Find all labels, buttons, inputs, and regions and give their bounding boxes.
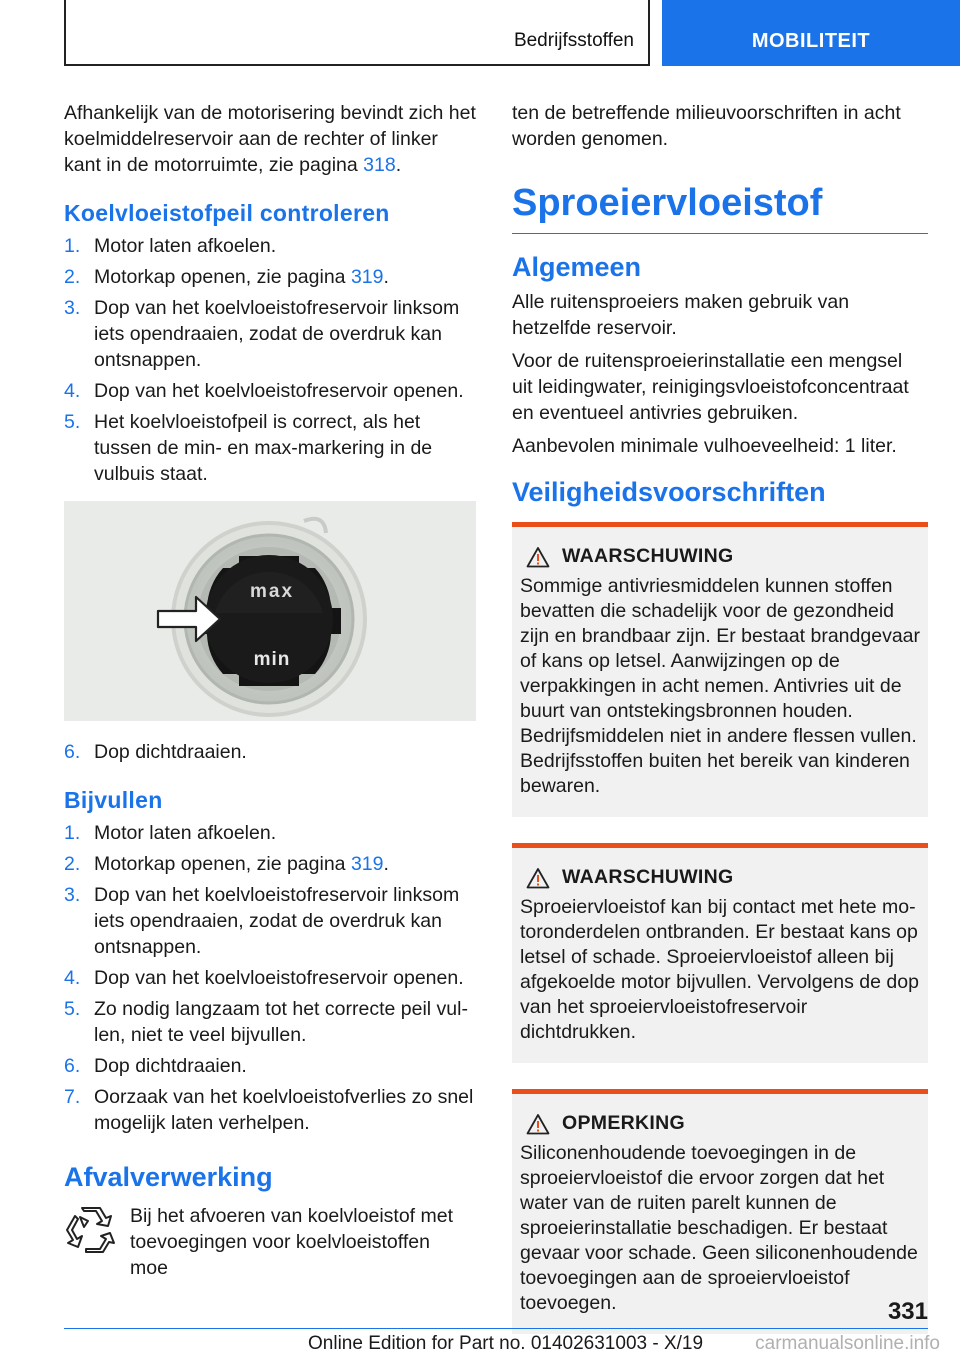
list-item: 6. Dop dichtdraaien. [64, 741, 247, 763]
general-paragraph-2: Voor de ruitensproeierinstallatie een mengsel uit leidingwater, reinigingsvloeistofconcentraat en eventueel antivries gebruiken. [512, 350, 909, 424]
header-section-box [64, 0, 650, 66]
warning-triangle-icon [526, 867, 550, 889]
intro-paragraph: Afhankelijk van de motorisering bevindt zich het koelmiddelreservoir aan de rechter of linker kant in de motorruimte, zie pagina 318. [64, 102, 476, 176]
page-header [0, 0, 960, 66]
list-item: 5. Zo nodig langzaam tot het correcte peil vullen, niet te veel bijvullen. [64, 998, 468, 1046]
list-item: 2. Motorkap openen, zie pagina 319. [64, 853, 389, 875]
check-step6-list [64, 739, 476, 765]
max-mark: max [249, 581, 295, 602]
list-item: 1. Motor laten afkoelen. [64, 822, 277, 844]
refill-steps-list [64, 820, 476, 1136]
list-item: 4. Dop van het koelvloeistofreservoir openen. [64, 967, 464, 989]
notice-box-silicone [512, 1089, 928, 1334]
right-column [512, 100, 928, 1334]
continued-paragraph: ten de betreffende milieuvoorschriften in acht worden genomen. [512, 102, 901, 150]
disposal-text: Bij het afvoeren van koelvloeistof met toevoegingen voor koelvloeistoffen moe [130, 1205, 454, 1279]
check-level-heading: Koelvloeistofpeil controleren [64, 200, 390, 226]
refill-heading: Bijvullen [64, 787, 163, 813]
disposal-heading: Afvalverwerking [64, 1162, 273, 1192]
disposal-block [64, 1203, 476, 1281]
header-section-title: Bedrijfsstoffen [513, 30, 634, 51]
warning-title: WAARSCHUWING [562, 545, 734, 567]
page-number: 331 [887, 1298, 928, 1325]
warning-box-antifreeze [512, 522, 928, 817]
list-item: 5. Het koelvloeistofpeil is correct, als het tussen de min- en max-markering in de vulbuis staat. [64, 411, 433, 485]
warning-title: WAARSCHUWING [562, 866, 734, 888]
list-item: 4. Dop van het koelvloeistofreservoir openen. [64, 380, 464, 402]
page-link-319[interactable]: 319 [350, 266, 384, 288]
header-chapter-tab: MOBILITEIT [662, 0, 960, 66]
warning-box-hot-engine [512, 843, 928, 1063]
recycle-icon [64, 1203, 116, 1255]
check-steps-list [64, 233, 476, 487]
left-column [64, 100, 476, 1281]
page-link-319[interactable]: 319 [350, 853, 384, 875]
watermark: carmanualsonline.info [755, 1333, 940, 1354]
page-link-318[interactable]: 318 [363, 154, 396, 176]
general-paragraph-3: Aanbevolen minimale vulhoeveelheid: 1 liter. [512, 435, 897, 457]
list-item: 6. Dop dichtdraaien. [64, 1055, 247, 1077]
coolant-filler-illustration [64, 501, 476, 721]
list-item: 2. Motorkap openen, zie pagina 319. [64, 266, 389, 288]
list-item: 3. Dop van het koelvloeistofreservoir linksom iets opendraaien, zodat de overdruk kan ontsnappen. [64, 884, 460, 958]
notice-title: OPMERKING [562, 1112, 685, 1134]
min-mark: min [253, 649, 291, 670]
safety-heading: Veiligheidsvoorschriften [512, 477, 826, 507]
warning-triangle-icon [526, 546, 550, 568]
footer-divider [64, 1328, 928, 1329]
general-paragraph-1: Alle ruitensproeiers maken gebruik van hetzelfde reservoir. [512, 291, 850, 339]
coolant-level-figure [64, 501, 476, 721]
list-item: 1. Motor laten afkoelen. [64, 235, 277, 257]
list-item: 3. Dop van het koelvloeistofreservoir linksom iets opendraaien, zodat de overdruk kan ontsnappen. [64, 297, 460, 371]
warning-text: Sproeiervloeistof kan bij contact met hete motoronderdelen ontbranden. Er bestaat kans op letsel of schade. Sproeiervloeistof alleen bij afgekoelde motor bijvullen. Vervolgens de dop van het sproeiervloeistofreservoir dichtdrukken. [520, 896, 919, 1043]
list-item: 7. Oorzaak van het koelvloeistofverlies zo snel mogelijk laten verhelpen. [64, 1086, 474, 1134]
notice-text: Siliconenhoudende toevoegingen in de sproeiervloeistof die ervoor zorgen dat het water van de ruiten parelt kunnen de sproeierinstallatie beschadigen. Er bestaat gevaar voor schade. Geen siliconenhoudende toevoegingen aan de sproeiervloeistof toevoegen. [520, 1142, 918, 1314]
edition-info: Online Edition for Part no. 01402631003 - X/19 [308, 1333, 704, 1354]
warning-triangle-icon [526, 1113, 550, 1135]
general-heading: Algemeen [512, 252, 642, 282]
warning-text: Sommige antivriesmiddelen kunnen stoffen bevatten die schadelijk voor de gezondheid zijn en brandbaar zijn. Er bestaat brandgevaar of kans op letsel. Aanwijzingen op de verpakkingen in acht nemen. Antivries uit de buurt van ontstekingsbronnen houden. Bedrijfsmiddelen niet in andere flessen vullen. Bedrijfsstoffen buiten het bereik van kinderen bewaren. [520, 575, 920, 797]
washer-fluid-title: Sproeiervloeistof [512, 182, 928, 234]
